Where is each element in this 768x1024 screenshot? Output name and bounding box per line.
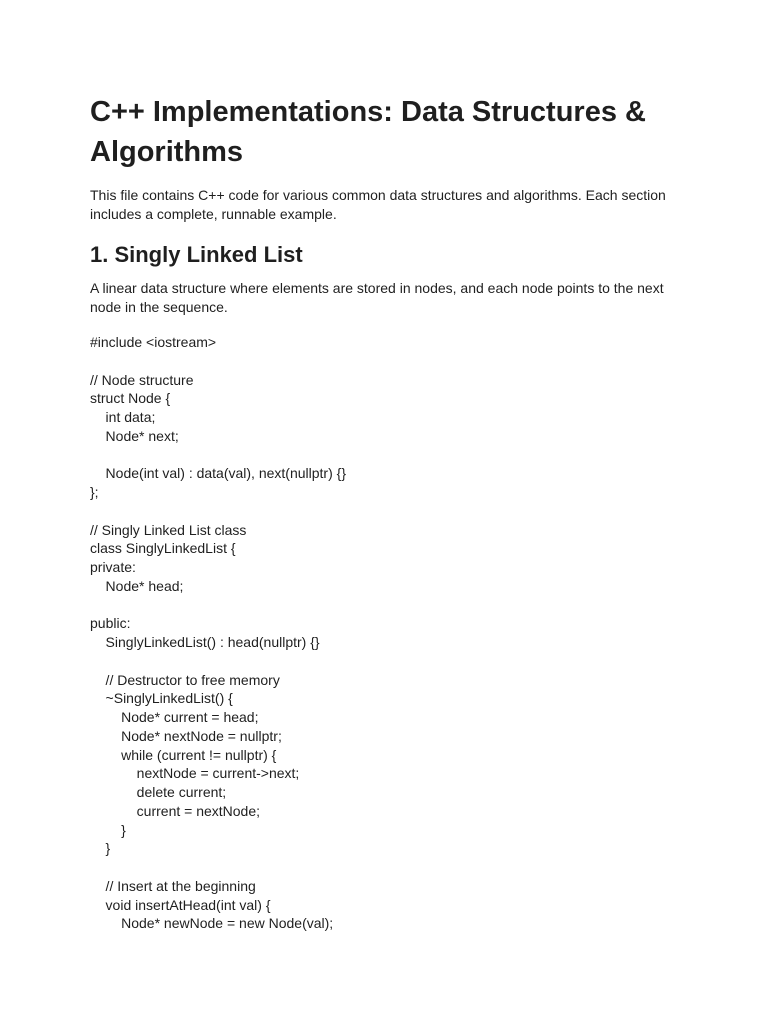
code-line: Node* next; xyxy=(90,427,179,444)
code-line: current = nextNode; xyxy=(90,802,261,819)
code-line xyxy=(90,446,690,465)
document-page xyxy=(90,92,690,933)
code-line: class SinglyLinkedList { xyxy=(90,540,236,557)
section-description: A linear data structure where elements are stored in nodes, and each node points to the next node in the sequence. xyxy=(90,280,664,315)
code-line: Node* nextNode = nullptr; xyxy=(90,727,282,744)
code-line: void insertAtHead(int val) { xyxy=(90,896,271,913)
code-line: // Singly Linked List class xyxy=(90,521,247,538)
code-line: private: xyxy=(90,559,136,575)
code-line xyxy=(90,596,690,615)
code-line: SinglyLinkedList() : head(nullptr) {} xyxy=(90,634,320,650)
code-line: Node* head; xyxy=(90,577,184,594)
code-line xyxy=(90,352,690,371)
code-line: nextNode = current->next; xyxy=(90,765,300,782)
code-line: ~SinglyLinkedList() { xyxy=(90,690,233,707)
code-line: // Destructor to free memory xyxy=(90,671,280,688)
document-title: C++ Implementations: Data Structures & Algorithms xyxy=(90,96,646,168)
code-line: struct Node { xyxy=(90,390,171,407)
code-line: delete current; xyxy=(90,784,227,800)
code-line xyxy=(90,858,690,877)
document-intro: This file contains C++ code for various common data structures and algorithms. Each section includes a complete, runnable example. xyxy=(90,187,666,222)
code-line: } xyxy=(90,840,111,857)
code-line: Node* current = head; xyxy=(90,709,259,725)
code-line: Node* newNode = new Node(val); xyxy=(90,915,334,932)
section-heading: 1. Singly Linked List xyxy=(90,242,303,267)
code-line: // Insert at the beginning xyxy=(90,877,256,894)
code-line: }; xyxy=(90,484,99,500)
code-line: Node(int val) : data(val), next(nullptr) {} xyxy=(90,465,346,482)
code-line: } xyxy=(90,821,126,838)
code-line xyxy=(90,502,690,521)
code-line: int data; xyxy=(90,409,156,425)
code-line: #include <iostream> xyxy=(90,334,217,350)
code-line: // Node structure xyxy=(90,371,194,388)
code-line: while (current != nullptr) { xyxy=(90,746,277,763)
code-line: public: xyxy=(90,615,131,632)
code-block xyxy=(90,333,690,933)
code-line xyxy=(90,652,690,671)
